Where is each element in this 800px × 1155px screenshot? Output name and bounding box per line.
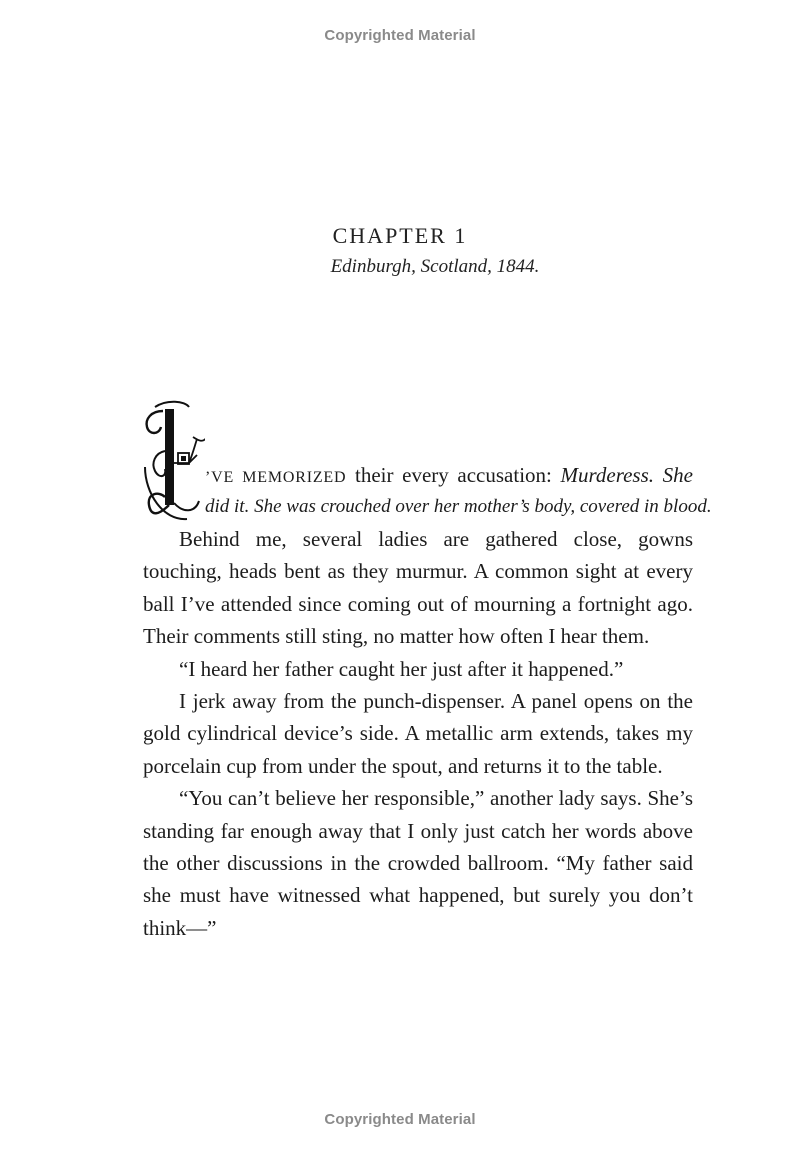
opening-paragraph: [143, 459, 712, 523]
chapter-heading: [0, 222, 800, 282]
copyright-watermark-top: Copyrighted Material: [324, 27, 476, 44]
ornamental-drop-cap-i: [141, 397, 205, 525]
opening-line1-italic: Murderess. She: [560, 463, 693, 487]
paragraph: “You can’t believe her responsible,” another lady says. She’s standing far enough away that I only just catch her words above the other discussions in the crowded ballroom. “My father said she must have witnessed what happened, but surely you don’t think—”: [143, 786, 693, 940]
opening-smallcaps: ’VE MEMORIZED: [205, 469, 347, 486]
paragraph: “I heard her father caught her just after it happened.”: [179, 656, 624, 681]
chapter-body: [143, 459, 712, 944]
opening-line-2: did it. She was crouched over her mother’s body, covered in blood.: [205, 496, 712, 517]
chapter-location: Edinburgh, Scotland, 1844.: [330, 256, 540, 277]
paragraph: Behind me, several ladies are gathered close, gowns touching, heads bent as they murmur. A common sight at every ball I’ve attended since coming out of mourning a fortnight ago. Their comments still sting, no matter how often I hear them.: [143, 527, 693, 649]
paragraph: I jerk away from the punch-dispenser. A panel opens on the gold cylindrical device’s side. A metallic arm extends, takes my porcelain cup from under the spout, and returns it to the table.: [143, 689, 693, 778]
opening-line1-text: their every accusation:: [346, 463, 561, 487]
copyright-watermark-bottom: Copyrighted Material: [324, 1111, 476, 1128]
opening-line-1: [205, 459, 693, 494]
chapter-title: CHAPTER 1: [332, 223, 468, 248]
